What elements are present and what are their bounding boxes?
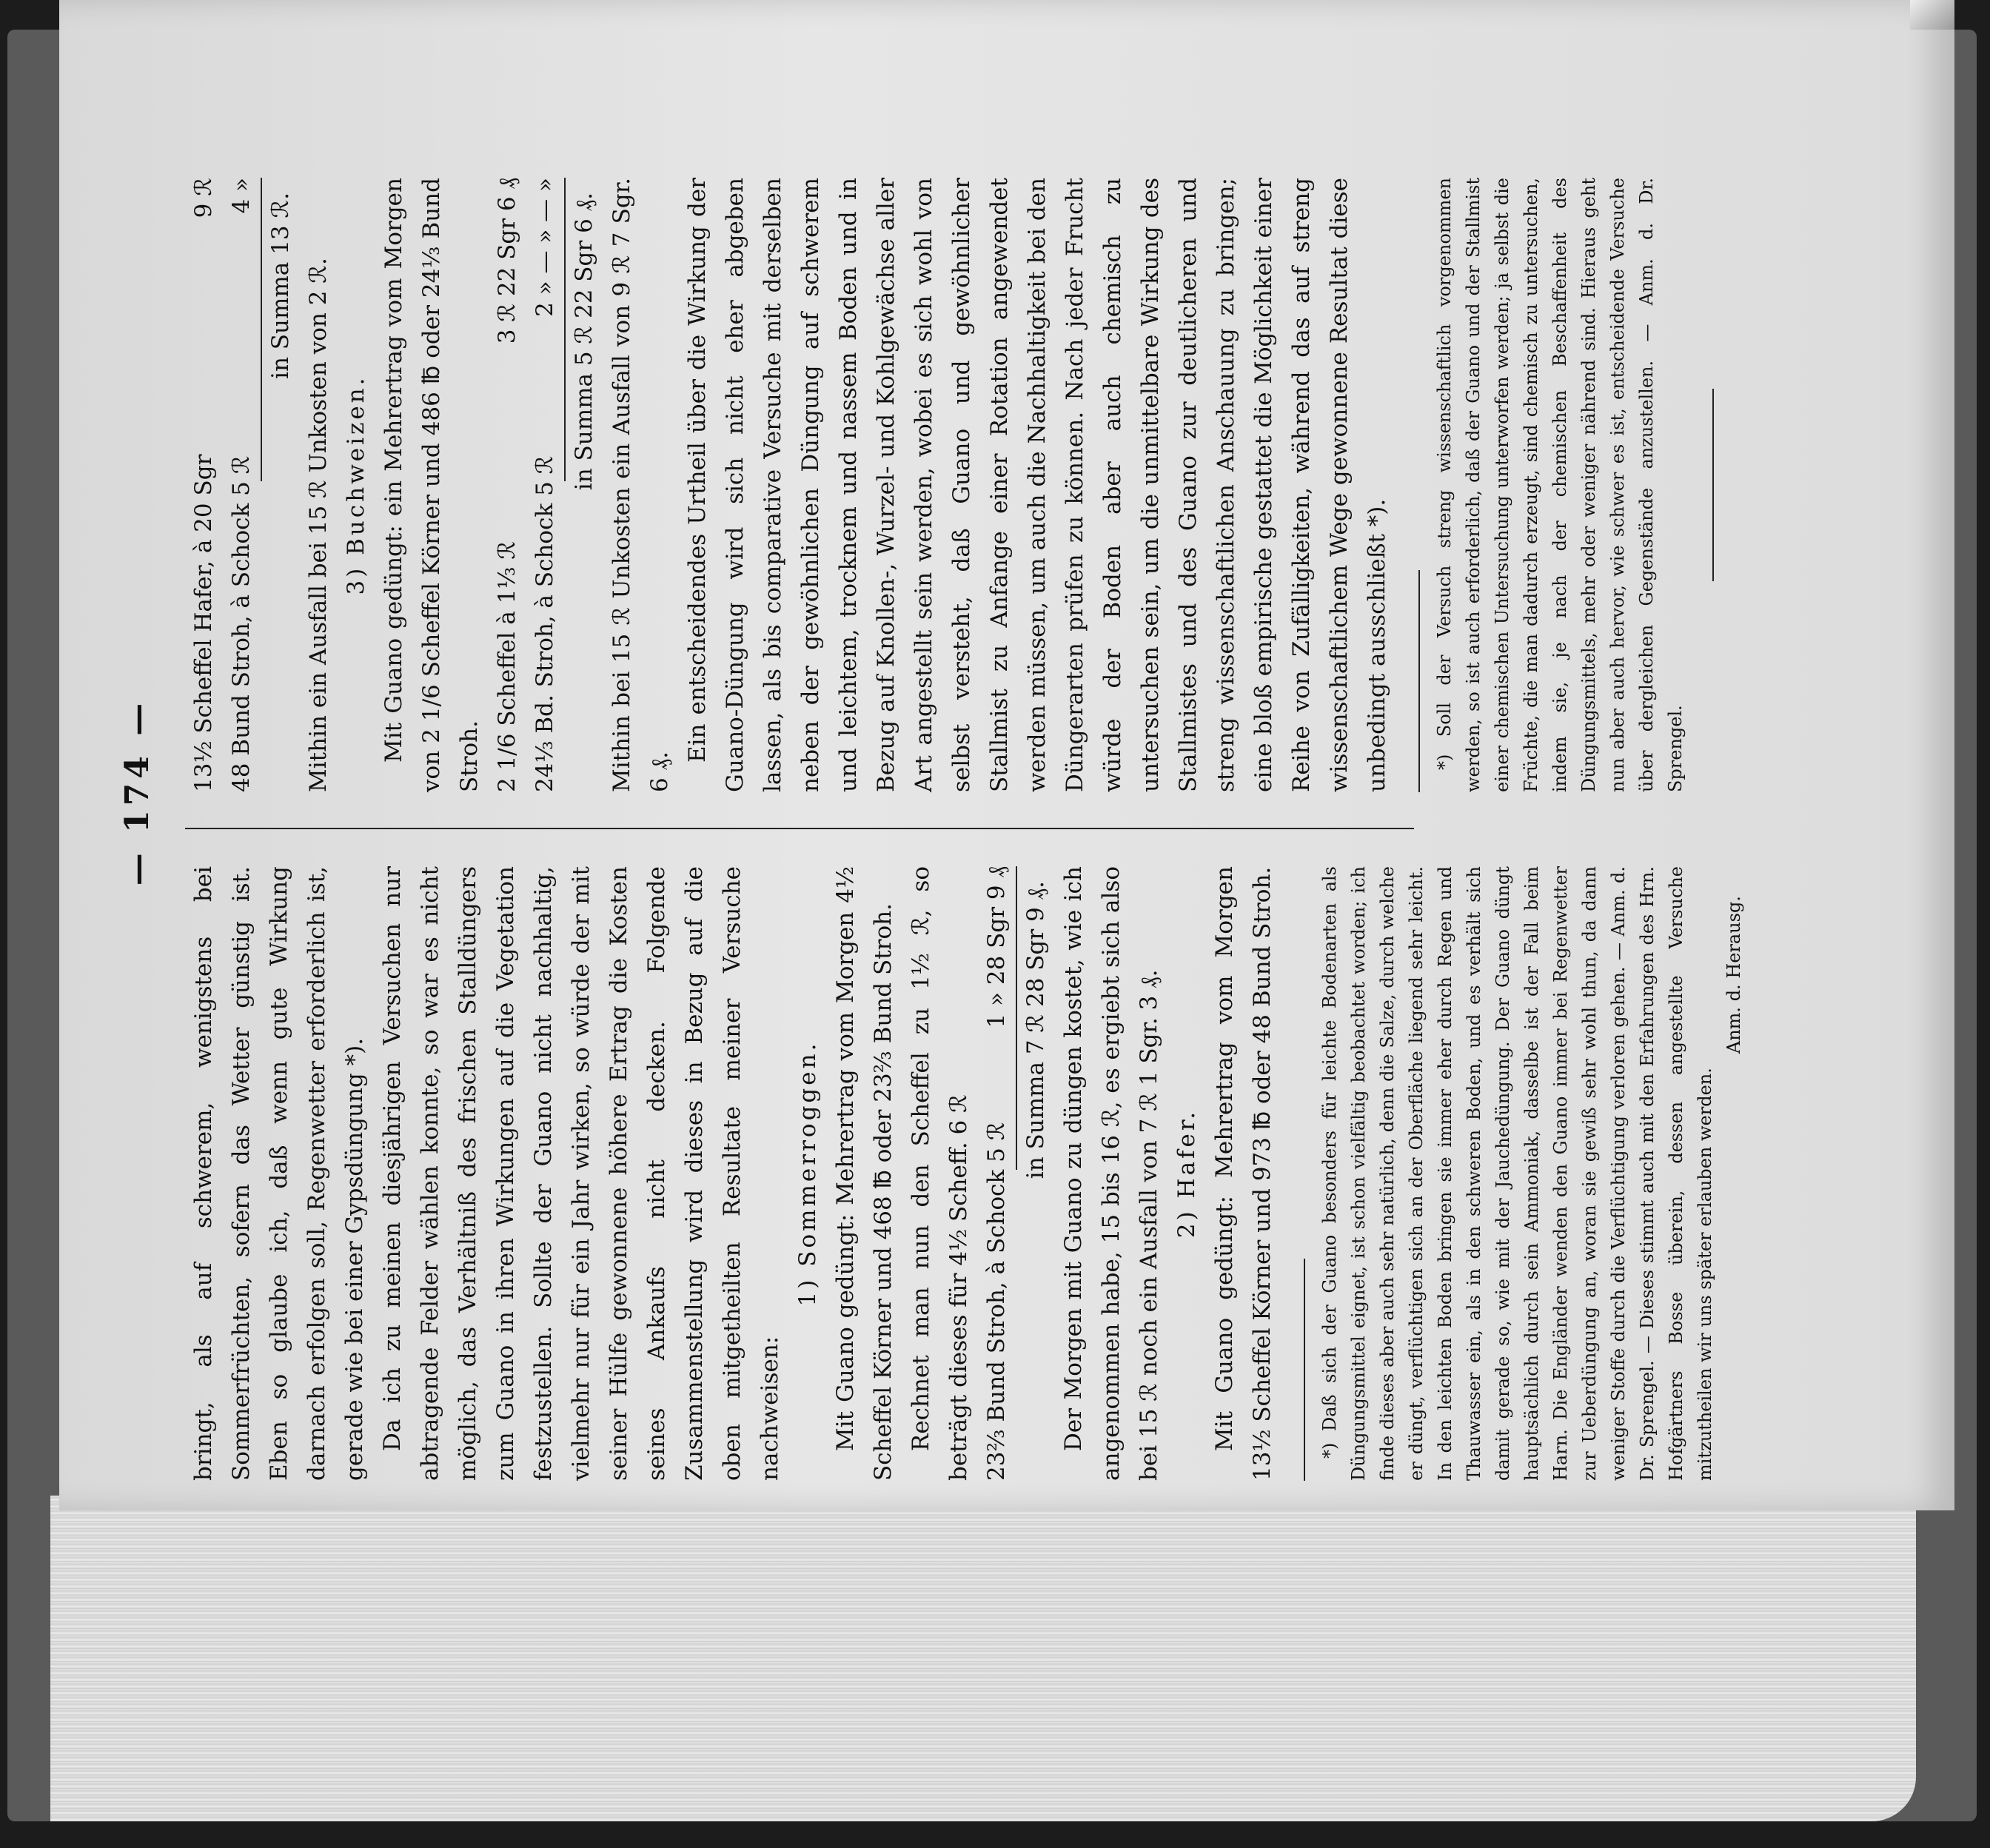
ledger-value: 2 » — » — » <box>532 178 558 317</box>
ledger-label: 23⅔ Bund Stroh, à Schock 5 ℛ <box>983 1122 1010 1481</box>
paragraph: Rechnet man nun den Scheffel zu 1½ ℛ, so beträgt dieses für 4½ Scheff. 6 ℛ <box>908 866 972 1481</box>
ledger-row <box>526 178 564 792</box>
paragraph: Mit Guano gedüngt: Mehrertrag vom Morgen 13½ Scheffel Körner und 973 ℔ oder 48 Bund Stroh. <box>1211 866 1276 1481</box>
page-content <box>118 104 1954 1481</box>
page-edges <box>50 1496 1916 1821</box>
ledger-row <box>223 178 261 792</box>
section-heading: 2) Hafer. <box>1173 1108 1200 1239</box>
ledger-value: 4 » <box>228 178 255 214</box>
paragraph: Der Morgen mit Guano zu düngen kostet, wie ich angenommen habe, 15 bis 16 ℛ, es ergiebt sich also bei 15 ℛ noch ein Ausfall von 7 ℛ 1 Sgr. 3 ₰. <box>1060 866 1162 1481</box>
ledger-row <box>489 178 526 792</box>
paragraph: Mit Guano gedüngt: ein Mehrertrag vom Morgen von 2 1/6 Scheffel Körner und 486 ℔ oder 24⅓ Bund Stroh. <box>381 178 483 792</box>
ledger-sum: in Summa 13 ℛ. <box>267 192 294 379</box>
left-column <box>185 866 1932 1481</box>
ledger-label: 2 1/6 Scheffel à 1⅓ ℛ <box>494 540 520 792</box>
paragraph: Mit Guano gedüngt: Mehrertrag vom Morgen 4½ Scheffel Körner und 468 ℔ oder 23⅔ Bund Stroh. <box>832 866 897 1481</box>
footnote-rule <box>1418 570 1420 792</box>
column-divider <box>185 828 1414 829</box>
paragraph: Da ich zu meinen diesjährigen Versuchen nur abtragende Felder wählen konnte, so war es nicht möglich, das Verhältniß des frischen Stalldüngers zum Guano in ihren Wirkungen auf die Vegetation festzustellen. Sollte der Guano nicht nachhaltig, vielmehr nur für ein Jahr wirken, so würde der mit seiner Hülfe gewonnene höhere Ertrag die Kosten seines Ankaufs nicht decken. Folgende Zusammenstellung wird dieses in Bezug auf die oben mitgetheilten Resultate meiner Versuche nachweisen: <box>379 866 783 1481</box>
page-number-header: — 174 — <box>118 698 156 886</box>
paragraph: Mithin ein Ausfall bei 15 ℛ Unkosten von 2 ℛ. <box>305 258 332 792</box>
page-corner <box>1910 0 1954 30</box>
paragraph: Mithin bei 15 ℛ Unkosten ein Ausfall von 9 ℛ 7 Sgr. 6 ₰. <box>609 178 673 792</box>
ledger-value: 9 ℛ <box>190 178 217 218</box>
ledger-sum: in Summa 5 ℛ 22 Sgr 6 ₰. <box>571 192 597 491</box>
footnote: *) Soll der Versuch streng wissenschaftlich vorgenommen werden, so ist auch erforderlich, daß der Guano und der Stallmist einer chemischen Untersuchung unterworfen werden; ja selbst die Früchte, die man dadurch erzeugt, sind chemisch zu untersuchen, indem sie, je nach der chemischen Beschaffenheit des Düngungsmittels, mehr oder weniger nährend sind. Hieraus geht nun aber auch hervor, wie schwer es ist, entscheidende Versuche über dergleichen Gegenstände anzustellen. — Anm. d. Dr. Sprengel. <box>1434 178 1686 792</box>
ledger-label: 48 Bund Stroh, à Schock 5 ℛ <box>228 455 255 792</box>
section-heading: 1) Sommerroggen. <box>794 1040 821 1307</box>
ledger-value: 1 » 28 Sgr 9 ₰ <box>983 866 1010 1028</box>
footnote: *) Daß sich der Guano besonders für leichte Bodenarten als Düngungsmittel eignet, ist schon vielfältig beobachtet worden; ich finde dieses aber auch sehr natürlich, denn die Salze, durch welche er düngt, verflüchtigen sich an der Oberfläche liegend sehr leicht. In den leichten Boden bringen sie immer eher durch Regen und Thauwasser ein, als in den schweren Boden, und es verhält sich damit gerade so, wie mit der Jauchedüngung. Der Guano düngt hauptsächlich durch sein Ammoniak, dasselbe ist der Fall beim Harn. Die Engländer wenden den Guano immer bei Regenwetter zur Ueberdüngung an, woran sie gewiß sehr wohl thun, da dann weniger Stoffe durch die Verflüchtigung verloren gehen. — Anm. d. Dr. Sprengel. — Dieses stimmt auch mit den Erfahrungen des Hrn. Hofgärtners Bosse überein, dessen angestellte Versuche mitzutheilen wir uns später erlauben werden. <box>1319 866 1715 1481</box>
paragraph: Ein entscheidendes Urtheil über die Wirkung der Guano-Düngung wird sich nicht eher abgeben lassen, als bis comparative Versuche mit derselben neben der gewöhnlichen Düngung auf schwerem und leichtem, trocknem und nassem Boden und in Bezug auf Knollen-, Wurzel- und Kohlgewächse aller Art angestellt sein werden, wobei es sich wohl von selbst versteht, daß Guano und gewöhnlicher Stallmist zu Anfange einer Rotation angewendet werden müssen, um auch die Nachhaltigkeit bei den Düngerarten prüfen zu können. Nach jeder Frucht würde der Boden aber auch chemisch zu untersuchen sein, um die unmittelbare Wirkung des Stallmistes und des Guano zur deutlicheren und streng wissenschaftlichen Anschauung zu bringen; eine bloß empirische gestattet die Möglichkeit einer Reihe von Zufälligkeiten, während das auf streng wissenschaftlichem Wege gewonnene Resultat diese unbedingt ausschließt *). <box>684 178 1390 792</box>
ledger-row <box>978 866 1016 1481</box>
ledger-sum: in Summa 7 ℛ 28 Sgr 9 ₰. <box>1022 881 1049 1179</box>
footnote-rule <box>1304 1259 1305 1481</box>
footnote-signature: Anm. d. Herausg. <box>1723 896 1744 1054</box>
ledger-label: 24⅓ Bd. Stroh, à Schock 5 ℛ <box>532 455 558 792</box>
ledger-label: 13½ Scheffel Hafer, à 20 Sgr <box>190 454 217 792</box>
right-column <box>185 178 1932 792</box>
section-heading: 3) Buchweizen. <box>343 375 369 595</box>
end-rule <box>1712 389 1714 581</box>
ledger-row <box>185 178 223 792</box>
paragraph: bringt, als auf schwerem, wenigstens bei Sommerfrüchten, sofern das Wetter günstig ist. Eben so glaube ich, daß wenn gute Wirkung darnach erfolgen soll, Regenwetter erforderlich ist, gerade wie bei einer Gypsdüngung *). <box>190 866 368 1481</box>
ledger-value: 3 ℛ 22 Sgr 6 ₰ <box>494 178 520 344</box>
